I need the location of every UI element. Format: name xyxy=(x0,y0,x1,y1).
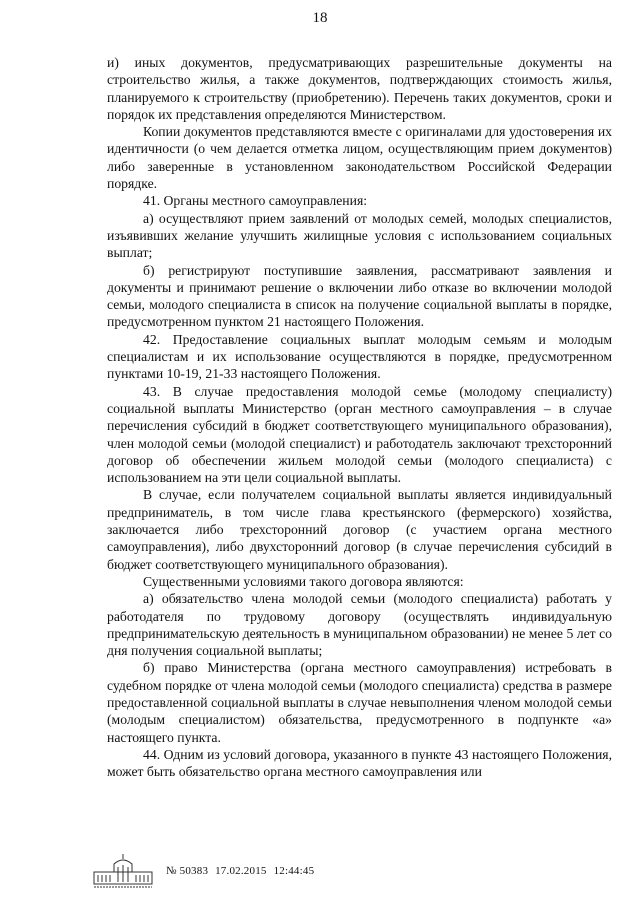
paragraph: а) обязательство члена молодой семьи (молодого специалиста) работать у работодателя по трудовому договору (осуществлять индивидуальную предпринимательскую деятельность в муниципальном образовании) не менее 5 лет со дня получения социальной выплаты; xyxy=(107,591,612,659)
paragraph: 43. В случае предоставления молодой семье (молодому специалисту) социальной выплаты Министерство (орган местного самоуправления – в случае перечисления субсидий в бюджет соответствующего муниципального образования), член молодой семьи (молодой специалист) и работодатель заключают трехсторонний договор об обеспечении жильем молодой семьи (молодого специалиста) с использованием на эти цели социальной выплаты. xyxy=(107,383,612,486)
paragraph: 42. Предоставление социальных выплат молодым семьям и молодым специалистам и их использование осуществляются в порядке, предусмотренном пунктами 10-19, 21-33 настоящего Положения. xyxy=(107,331,612,382)
registration-date: 17.02.2015 xyxy=(215,865,267,877)
paragraph: В случае, если получателем социальной выплаты является индивидуальный предприниматель, в том числе глава крестьянского (фермерского) хозяйства, заключается либо трехсторонний договор (с участием органа местного самоуправления), либо двухсторонний договор (в случае перечисления субсидий в бюджет соответствующего муниципального образования). xyxy=(107,487,612,572)
paragraph: б) регистрируют поступившие заявления, рассматривают заявления и документы и принимают решение о включении либо отказе во включении молодой семьи, молодого специалиста в список на получение социальной выплаты в порядке, предусмотренном пунктом 21 настоящего Положения. xyxy=(107,262,612,330)
paragraph: Существенными условиями такого договора являются: xyxy=(143,573,464,589)
document-body xyxy=(107,54,612,780)
building-stamp-icon xyxy=(92,852,154,890)
paragraph: б) право Министерства (органа местного самоуправления) истребовать в судебном порядке от члена молодой семьи (молодого специалиста) средства в размере предоставленной социальной выплаты в случае невыполнения членом молодой семьи (молодым специалистом) обязательства, предусмотренного в подпункте «а» настоящего пункта. xyxy=(107,660,612,745)
page-number: 18 xyxy=(312,10,328,26)
registration-time: 12:44:45 xyxy=(273,865,315,877)
document-number: № 50383 xyxy=(166,865,209,877)
paragraph: 41. Органы местного самоуправления: xyxy=(143,193,368,209)
paragraph: Копии документов представляются вместе с оригиналами для удостоверения их идентичности (о чем делается отметка лицом, осуществляющим прием документов) либо заверенные в установленном законодательством Российской Федерации порядке. xyxy=(107,124,612,192)
paragraph: 44. Одним из условий договора, указанного в пункте 43 настоящего Положения, может быть обязательство органа местного самоуправления или xyxy=(107,746,612,780)
paragraph: и) иных документов, предусматривающих разрешительные документы на строительство жилья, а также документов, подтверждающих стоимость жилья, планируемого к строительству (приобретению). Перечень таких документов, сроки и порядок их представления определяются Министерством. xyxy=(107,55,612,122)
page-footer xyxy=(92,852,318,890)
paragraph: а) осуществляют прием заявлений от молодых семей, молодых специалистов, изъявивших желание улучшить жилищные условия с использованием социальных выплат; xyxy=(107,210,612,261)
registration-stamp xyxy=(166,865,318,877)
